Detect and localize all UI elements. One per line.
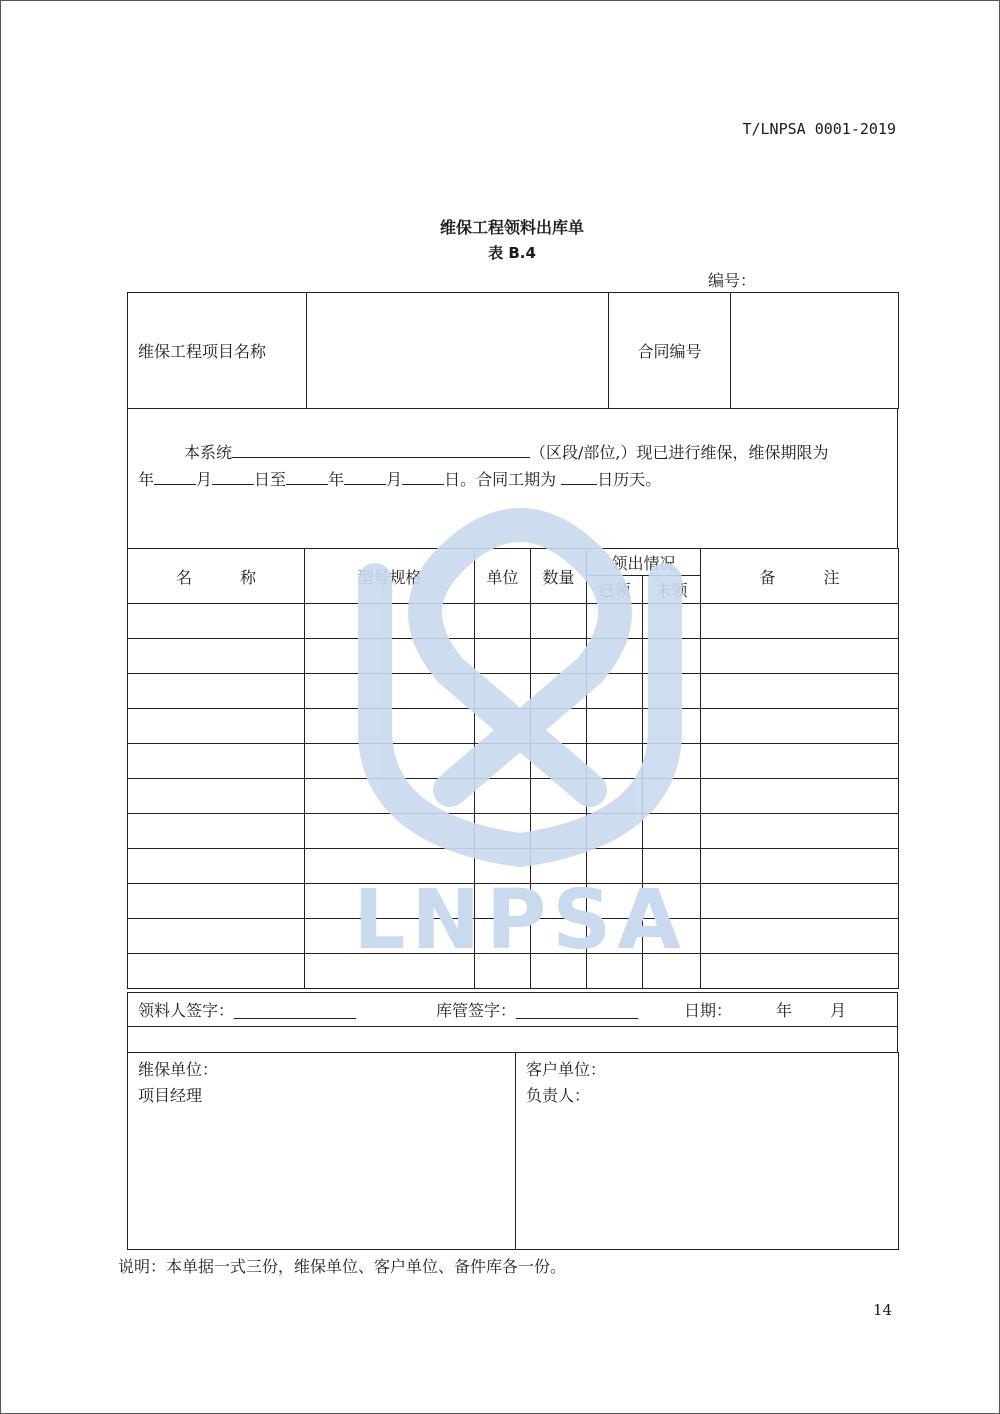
keeper-sign-blank[interactable]: [516, 1000, 638, 1019]
table-row: [128, 604, 899, 639]
cell-name[interactable]: [128, 919, 305, 954]
cell-unit[interactable]: [475, 744, 531, 779]
cell-not-issued[interactable]: [643, 604, 701, 639]
cell-remark[interactable]: [701, 849, 899, 884]
receiver-sign-blank[interactable]: [234, 1000, 356, 1019]
cell-name[interactable]: [128, 674, 305, 709]
form-note: 说明：本单据一式三份，维保单位、客户单位、备件库各一份。: [118, 1257, 567, 1276]
intro-table: [127, 408, 898, 549]
col-header-name: 名 称: [128, 549, 305, 604]
intro-year2-text: 年: [328, 469, 345, 489]
cell-model[interactable]: [305, 674, 475, 709]
calendar-days-blank[interactable]: [561, 466, 597, 485]
cell-issued[interactable]: [587, 744, 643, 779]
col-header-qty: 数量: [531, 549, 587, 604]
table-row: [128, 674, 899, 709]
cell-unit[interactable]: [475, 919, 531, 954]
cell-issued[interactable]: [587, 884, 643, 919]
cell-model[interactable]: [305, 954, 475, 989]
cell-not-issued[interactable]: [643, 814, 701, 849]
cell-unit[interactable]: [475, 814, 531, 849]
cell-qty[interactable]: [531, 849, 587, 884]
intro-system-text: 本系统: [184, 442, 233, 462]
cell-remark[interactable]: [701, 744, 899, 779]
cell-model[interactable]: [305, 604, 475, 639]
table-row: [128, 919, 899, 954]
cell-name[interactable]: [128, 639, 305, 674]
cell-model[interactable]: [305, 919, 475, 954]
col-header-model: 型号规格: [305, 549, 475, 604]
responsible-label: 负责人：: [526, 1086, 591, 1105]
receiver-sign-label: 领料人签字：: [138, 1001, 235, 1020]
col-header-not-issued: 未领: [643, 576, 701, 604]
form-subtitle: 表 B.4: [488, 244, 536, 262]
cell-qty[interactable]: [531, 744, 587, 779]
cell-remark[interactable]: [701, 814, 899, 849]
cell-issued[interactable]: [587, 674, 643, 709]
cell-qty[interactable]: [531, 814, 587, 849]
date-month-label: 月: [830, 1001, 847, 1020]
cell-issued[interactable]: [587, 779, 643, 814]
cell-remark[interactable]: [701, 779, 899, 814]
col-header-unit: 单位: [475, 549, 531, 604]
customer-unit-label: 客户单位：: [526, 1060, 607, 1079]
cell-qty[interactable]: [531, 919, 587, 954]
cell-name[interactable]: [128, 814, 305, 849]
cell-remark[interactable]: [701, 604, 899, 639]
end-day-blank[interactable]: [402, 466, 444, 485]
system-blank[interactable]: [232, 439, 530, 458]
cell-remark[interactable]: [701, 674, 899, 709]
cell-not-issued[interactable]: [643, 744, 701, 779]
cell-unit[interactable]: [475, 779, 531, 814]
cell-unit[interactable]: [475, 604, 531, 639]
intro-cell: [128, 409, 898, 549]
start-month-blank[interactable]: [154, 466, 196, 485]
cell-name[interactable]: [128, 884, 305, 919]
cell-qty[interactable]: [531, 954, 587, 989]
table-row: [128, 849, 899, 884]
cell-name[interactable]: [128, 744, 305, 779]
watermark-text: LNPSA: [353, 873, 687, 968]
intro-paragraph: [128, 425, 897, 493]
cell-not-issued[interactable]: [643, 674, 701, 709]
project-manager-label: 项目经理: [138, 1086, 203, 1105]
cell-unit[interactable]: [475, 954, 531, 989]
intro-day-end-text: 日。合同工期为: [444, 469, 557, 489]
cell-not-issued[interactable]: [643, 849, 701, 884]
cell-remark[interactable]: [701, 639, 899, 674]
cell-model[interactable]: [305, 744, 475, 779]
start-day-blank[interactable]: [212, 466, 254, 485]
table-row: [128, 639, 899, 674]
cell-remark[interactable]: [701, 954, 899, 989]
cell-qty[interactable]: [531, 709, 587, 744]
signature-cell: [128, 993, 898, 1027]
cell-issued[interactable]: [587, 639, 643, 674]
table-row: [128, 954, 899, 989]
cell-model[interactable]: [305, 779, 475, 814]
cell-model[interactable]: [305, 709, 475, 744]
cell-name[interactable]: [128, 709, 305, 744]
col-header-issued: 已领: [587, 576, 643, 604]
contract-number-label: 合同编号: [609, 293, 731, 409]
cell-model[interactable]: [305, 814, 475, 849]
cell-model[interactable]: [305, 849, 475, 884]
keeper-sign-label: 库管签字：: [436, 1001, 517, 1020]
end-year-blank[interactable]: [286, 466, 328, 485]
cell-name[interactable]: [128, 849, 305, 884]
items-table: [127, 548, 899, 989]
cell-not-issued[interactable]: [643, 779, 701, 814]
intro-calendar-days-text: 日历天。: [597, 469, 662, 489]
end-month-blank[interactable]: [344, 466, 386, 485]
cell-issued[interactable]: [587, 849, 643, 884]
cell-not-issued[interactable]: [643, 884, 701, 919]
standard-code: T/LNPSA 0001-2019: [742, 120, 896, 138]
item-rows: [128, 604, 899, 989]
intro-section-text: （区段/部位,）现已进行维保，维保期限为: [530, 442, 829, 462]
intro-month2-text: 月: [386, 469, 403, 489]
footer-table: [127, 1052, 899, 1250]
table-row: [128, 744, 899, 779]
cell-issued[interactable]: [587, 709, 643, 744]
cell-unit[interactable]: [475, 849, 531, 884]
cell-name[interactable]: [128, 779, 305, 814]
cell-not-issued[interactable]: [643, 954, 701, 989]
cell-not-issued[interactable]: [643, 709, 701, 744]
cell-remark[interactable]: [701, 884, 899, 919]
project-name-label: 维保工程项目名称: [128, 293, 307, 409]
cell-qty[interactable]: [531, 639, 587, 674]
signature-row: [128, 994, 897, 1026]
cell-issued[interactable]: [587, 919, 643, 954]
cell-not-issued[interactable]: [643, 919, 701, 954]
cell-model[interactable]: [305, 639, 475, 674]
table-row: [128, 814, 899, 849]
date-label: 日期：: [684, 1001, 733, 1020]
col-header-issue: 领出情况: [587, 549, 701, 576]
maint-unit-label: 维保单位：: [138, 1060, 219, 1079]
intro-day-to-text: 日至: [254, 469, 287, 489]
cell-unit[interactable]: [475, 709, 531, 744]
page-number: 14: [873, 1301, 893, 1319]
project-name-field[interactable]: [307, 293, 609, 409]
intro-year-text: 年: [138, 469, 155, 489]
cell-unit[interactable]: [475, 674, 531, 709]
spacer-cell: [128, 1027, 898, 1053]
cell-not-issued[interactable]: [643, 639, 701, 674]
col-header-remark: 备 注: [701, 549, 899, 604]
maint-unit-cell[interactable]: [128, 1053, 516, 1250]
table-row: [128, 709, 899, 744]
cell-name[interactable]: [128, 604, 305, 639]
table-row: [128, 884, 899, 919]
cell-issued[interactable]: [587, 604, 643, 639]
cell-qty[interactable]: [531, 779, 587, 814]
cell-qty[interactable]: [531, 884, 587, 919]
customer-unit-cell[interactable]: [516, 1053, 899, 1250]
contract-number-field[interactable]: [731, 293, 899, 409]
cell-unit[interactable]: [475, 884, 531, 919]
intro-month-text: 月: [196, 469, 213, 489]
cell-qty[interactable]: [531, 674, 587, 709]
form-title: 维保工程领料出库单: [439, 218, 584, 237]
cell-model[interactable]: [305, 884, 475, 919]
table-row: [128, 779, 899, 814]
cell-issued[interactable]: [587, 814, 643, 849]
cell-qty[interactable]: [531, 604, 587, 639]
signature-table: [127, 992, 898, 1053]
cell-unit[interactable]: [475, 639, 531, 674]
project-header-table: [127, 292, 899, 409]
cell-name[interactable]: [128, 954, 305, 989]
cell-remark[interactable]: [701, 709, 899, 744]
date-year-label: 年: [776, 1001, 793, 1020]
cell-issued[interactable]: [587, 954, 643, 989]
serial-number-label: 编号：: [708, 271, 757, 290]
cell-remark[interactable]: [701, 919, 899, 954]
